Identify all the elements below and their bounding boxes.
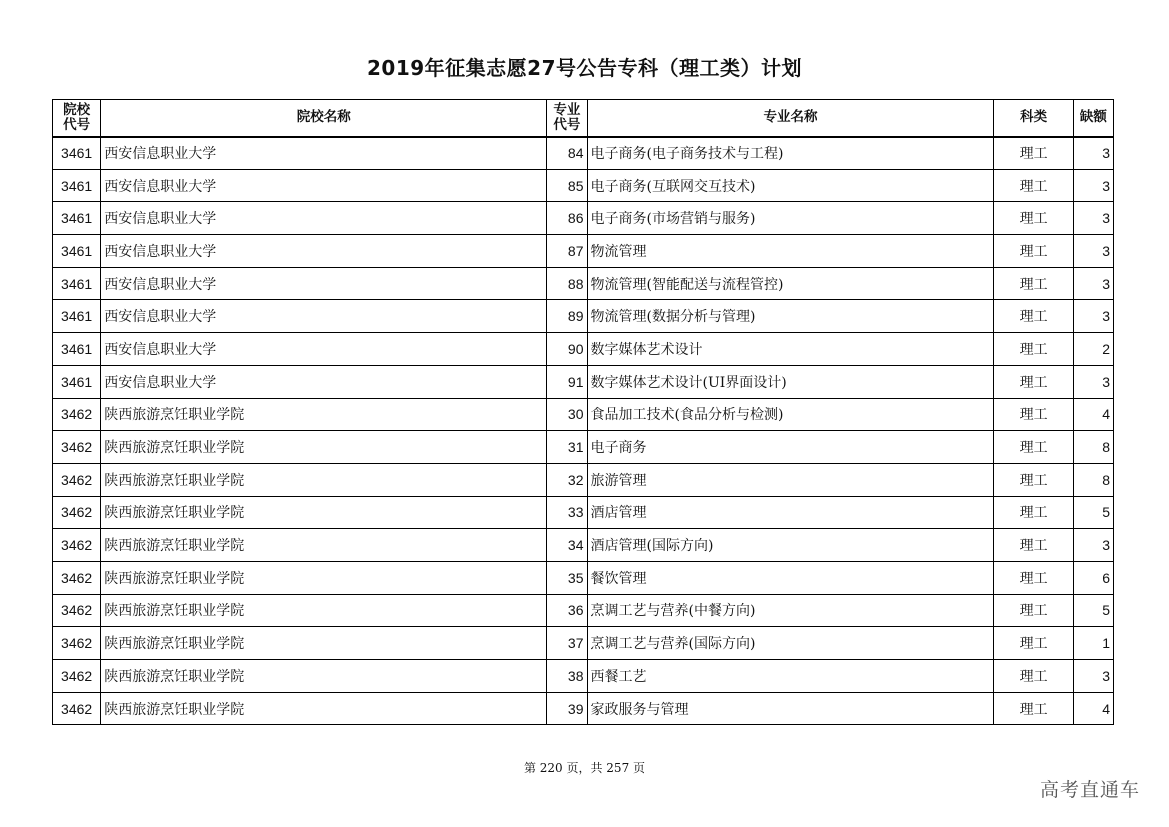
cell-school-code: 3461 bbox=[53, 267, 101, 300]
cell-category: 理工 bbox=[994, 692, 1073, 725]
table-row bbox=[53, 660, 1114, 693]
cell-school-name: 陕西旅游烹饪职业学院 bbox=[101, 561, 547, 594]
cell-category: 理工 bbox=[994, 137, 1073, 170]
cell-major-code: 84 bbox=[547, 137, 587, 170]
cell-school-name: 西安信息职业大学 bbox=[101, 300, 547, 333]
cell-category: 理工 bbox=[994, 431, 1073, 464]
cell-school-code: 3462 bbox=[53, 594, 101, 627]
cell-category: 理工 bbox=[994, 529, 1073, 562]
cell-major-name: 电子商务(互联网交互技术) bbox=[587, 169, 994, 202]
cell-major-code: 33 bbox=[547, 496, 587, 529]
cell-major-name: 餐饮管理 bbox=[587, 561, 994, 594]
page-title: 2019年征集志愿27号公告专科（理工类）计划 bbox=[367, 56, 802, 80]
cell-school-code: 3462 bbox=[53, 627, 101, 660]
header-major-code: 专业 代号 bbox=[547, 100, 587, 137]
table-row bbox=[53, 463, 1114, 496]
cell-category: 理工 bbox=[994, 561, 1073, 594]
cell-school-code: 3462 bbox=[53, 398, 101, 431]
cell-major-code: 88 bbox=[547, 267, 587, 300]
table-row bbox=[53, 300, 1114, 333]
cell-school-code: 3462 bbox=[53, 561, 101, 594]
cell-vacancies: 8 bbox=[1073, 463, 1113, 496]
cell-major-name: 电子商务(市场营销与服务) bbox=[587, 202, 994, 235]
cell-major-name: 酒店管理(国际方向) bbox=[587, 529, 994, 562]
cell-major-name: 物流管理(数据分析与管理) bbox=[587, 300, 994, 333]
cell-school-name: 西安信息职业大学 bbox=[101, 333, 547, 366]
cell-school-code: 3462 bbox=[53, 529, 101, 562]
cell-major-code: 32 bbox=[547, 463, 587, 496]
cell-school-name: 陕西旅游烹饪职业学院 bbox=[101, 463, 547, 496]
header-major-name: 专业名称 bbox=[587, 100, 994, 137]
table-row bbox=[53, 202, 1114, 235]
cell-school-name: 西安信息职业大学 bbox=[101, 137, 547, 170]
cell-category: 理工 bbox=[994, 333, 1073, 366]
cell-major-code: 36 bbox=[547, 594, 587, 627]
table-row bbox=[53, 561, 1114, 594]
cell-school-code: 3461 bbox=[53, 235, 101, 268]
cell-major-name: 数字媒体艺术设计(UI界面设计) bbox=[587, 365, 994, 398]
cell-category: 理工 bbox=[994, 660, 1073, 693]
table-row bbox=[53, 627, 1114, 660]
header-school-name: 院校名称 bbox=[101, 100, 547, 137]
cell-school-code: 3461 bbox=[53, 300, 101, 333]
cell-major-code: 37 bbox=[547, 627, 587, 660]
cell-major-code: 39 bbox=[547, 692, 587, 725]
table-row bbox=[53, 169, 1114, 202]
table-row bbox=[53, 692, 1114, 725]
table-row bbox=[53, 398, 1114, 431]
cell-category: 理工 bbox=[994, 627, 1073, 660]
cell-school-code: 3461 bbox=[53, 169, 101, 202]
cell-major-name: 电子商务(电子商务技术与工程) bbox=[587, 137, 994, 170]
cell-school-code: 3462 bbox=[53, 431, 101, 464]
table-row bbox=[53, 137, 1114, 170]
cell-school-name: 西安信息职业大学 bbox=[101, 235, 547, 268]
cell-major-code: 35 bbox=[547, 561, 587, 594]
cell-vacancies: 3 bbox=[1073, 267, 1113, 300]
cell-vacancies: 3 bbox=[1073, 660, 1113, 693]
cell-school-name: 陕西旅游烹饪职业学院 bbox=[101, 692, 547, 725]
cell-category: 理工 bbox=[994, 300, 1073, 333]
cell-school-name: 陕西旅游烹饪职业学院 bbox=[101, 529, 547, 562]
table-row bbox=[53, 267, 1114, 300]
cell-school-code: 3461 bbox=[53, 202, 101, 235]
cell-school-name: 西安信息职业大学 bbox=[101, 169, 547, 202]
cell-vacancies: 3 bbox=[1073, 169, 1113, 202]
cell-major-name: 西餐工艺 bbox=[587, 660, 994, 693]
cell-vacancies: 2 bbox=[1073, 333, 1113, 366]
cell-vacancies: 4 bbox=[1073, 398, 1113, 431]
cell-category: 理工 bbox=[994, 267, 1073, 300]
cell-vacancies: 5 bbox=[1073, 594, 1113, 627]
cell-major-code: 87 bbox=[547, 235, 587, 268]
cell-major-name: 烹调工艺与营养(中餐方向) bbox=[587, 594, 994, 627]
cell-category: 理工 bbox=[994, 463, 1073, 496]
cell-vacancies: 6 bbox=[1073, 561, 1113, 594]
cell-vacancies: 5 bbox=[1073, 496, 1113, 529]
table-body bbox=[53, 137, 1114, 725]
cell-school-name: 西安信息职业大学 bbox=[101, 365, 547, 398]
cell-vacancies: 4 bbox=[1073, 692, 1113, 725]
cell-school-name: 西安信息职业大学 bbox=[101, 202, 547, 235]
cell-category: 理工 bbox=[994, 594, 1073, 627]
cell-major-name: 家政服务与管理 bbox=[587, 692, 994, 725]
cell-major-code: 31 bbox=[547, 431, 587, 464]
cell-school-code: 3461 bbox=[53, 137, 101, 170]
cell-major-code: 34 bbox=[547, 529, 587, 562]
table-row bbox=[53, 496, 1114, 529]
cell-major-code: 86 bbox=[547, 202, 587, 235]
watermark-text: 高考直通车 bbox=[1039, 779, 1140, 801]
cell-school-name: 陕西旅游烹饪职业学院 bbox=[101, 431, 547, 464]
cell-school-name: 陕西旅游烹饪职业学院 bbox=[101, 496, 547, 529]
cell-category: 理工 bbox=[994, 398, 1073, 431]
header-school-code: 院校 代号 bbox=[53, 100, 101, 137]
cell-school-name: 陕西旅游烹饪职业学院 bbox=[101, 627, 547, 660]
cell-major-code: 91 bbox=[547, 365, 587, 398]
cell-vacancies: 3 bbox=[1073, 202, 1113, 235]
cell-major-code: 30 bbox=[547, 398, 587, 431]
header-category: 科类 bbox=[994, 100, 1073, 137]
cell-school-name: 西安信息职业大学 bbox=[101, 267, 547, 300]
cell-major-code: 38 bbox=[547, 660, 587, 693]
cell-school-code: 3461 bbox=[53, 365, 101, 398]
cell-category: 理工 bbox=[994, 202, 1073, 235]
cell-school-name: 陕西旅游烹饪职业学院 bbox=[101, 660, 547, 693]
cell-category: 理工 bbox=[994, 365, 1073, 398]
table-row bbox=[53, 235, 1114, 268]
cell-school-name: 陕西旅游烹饪职业学院 bbox=[101, 398, 547, 431]
cell-major-code: 89 bbox=[547, 300, 587, 333]
cell-vacancies: 3 bbox=[1073, 137, 1113, 170]
cell-school-code: 3462 bbox=[53, 692, 101, 725]
cell-major-name: 数字媒体艺术设计 bbox=[587, 333, 994, 366]
cell-major-code: 85 bbox=[547, 169, 587, 202]
cell-major-name: 物流管理(智能配送与流程管控) bbox=[587, 267, 994, 300]
cell-vacancies: 3 bbox=[1073, 300, 1113, 333]
cell-major-name: 旅游管理 bbox=[587, 463, 994, 496]
table-row bbox=[53, 333, 1114, 366]
header-vacancies: 缺额 bbox=[1073, 100, 1113, 137]
cell-school-code: 3462 bbox=[53, 496, 101, 529]
page-footer: 第 220 页，共 257 页 bbox=[523, 761, 646, 775]
cell-vacancies: 3 bbox=[1073, 235, 1113, 268]
cell-major-name: 烹调工艺与营养(国际方向) bbox=[587, 627, 994, 660]
cell-school-name: 陕西旅游烹饪职业学院 bbox=[101, 594, 547, 627]
cell-major-name: 物流管理 bbox=[587, 235, 994, 268]
cell-vacancies: 8 bbox=[1073, 431, 1113, 464]
cell-major-name: 食品加工技术(食品分析与检测) bbox=[587, 398, 994, 431]
cell-school-code: 3462 bbox=[53, 660, 101, 693]
table-row bbox=[53, 431, 1114, 464]
table-row bbox=[53, 594, 1114, 627]
table-header-row bbox=[53, 100, 1114, 137]
cell-major-code: 90 bbox=[547, 333, 587, 366]
cell-vacancies: 3 bbox=[1073, 529, 1113, 562]
cell-category: 理工 bbox=[994, 235, 1073, 268]
table-row bbox=[53, 529, 1114, 562]
cell-category: 理工 bbox=[994, 496, 1073, 529]
cell-major-name: 电子商务 bbox=[587, 431, 994, 464]
cell-vacancies: 1 bbox=[1073, 627, 1113, 660]
cell-school-code: 3461 bbox=[53, 333, 101, 366]
cell-vacancies: 3 bbox=[1073, 365, 1113, 398]
plan-table bbox=[52, 99, 1114, 725]
cell-school-code: 3462 bbox=[53, 463, 101, 496]
cell-category: 理工 bbox=[994, 169, 1073, 202]
cell-major-name: 酒店管理 bbox=[587, 496, 994, 529]
table-row bbox=[53, 365, 1114, 398]
